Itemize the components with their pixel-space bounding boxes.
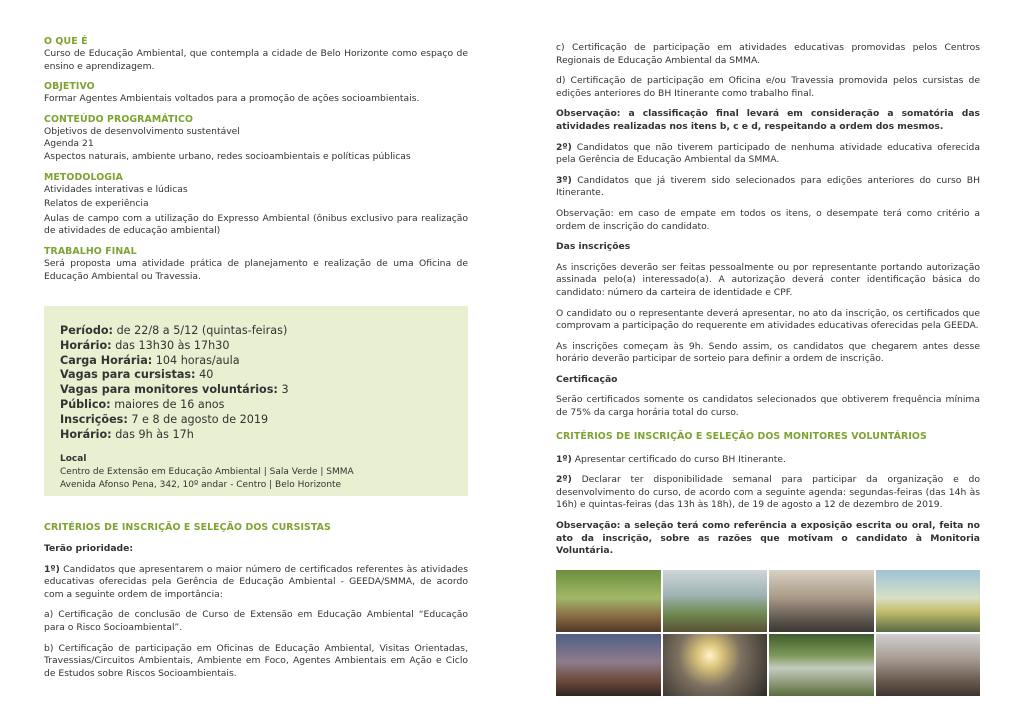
info-monitores: Vagas para monitores voluntários: 3	[60, 383, 289, 397]
local-line: Avenida Afonso Pena, 342, 10º andar - Centro | Belo Horizonte	[60, 479, 342, 490]
section-trabalho-final	[44, 246, 468, 283]
local-label: Local	[60, 454, 87, 465]
criteria-item-c: c) Certificação de participação em atividades educativas promovidas pelos Centros Regionais de Educação Ambiental da SMMA.	[556, 42, 980, 66]
section-objetivo	[44, 81, 468, 106]
photo-collage	[556, 570, 980, 696]
info-vagas: Vagas para cursistas: 40	[60, 368, 214, 382]
info-inscricoes: Inscrições: 7 e 8 de agosto de 2019	[60, 412, 269, 426]
certificacao-paragraph: Serão certificados somente os candidatos selecionados que obtiverem frequência mínima de 75% da carga horária total do curso.	[556, 394, 980, 419]
section-heading: TRABALHO FINAL	[44, 245, 137, 257]
section-text: Objetivos de desenvolvimento sustentável	[44, 125, 240, 137]
monitores-item-1: 1º) Apresentar certificado do curso BH Itinerante.	[556, 453, 786, 465]
criteria-item-a: a) Certificação de conclusão de Curso de Extensão em Educação Ambiental “Educação para o Risco Socioambiental”.	[44, 609, 468, 633]
inscricoes-heading: Das inscrições	[556, 241, 631, 253]
inscricoes-paragraph: O candidato ou o representante deverá apresentar, no ato da inscrição, os certificados que comprovam a participação do requerente em atividades educativas oferecidas pela GEEDA.	[556, 307, 980, 332]
section-text: Aulas de campo com a utilização do Expresso Ambiental (ônibus exclusivo para realização de atividades de educação ambiental)	[44, 212, 468, 237]
course-info-box	[44, 306, 468, 496]
section-heading: O QUE É	[44, 36, 88, 47]
info-horario-inscricoes: Horário: das 9h às 17h	[60, 427, 194, 441]
photo-stream	[769, 634, 874, 696]
criteria-item-1: 1º) Candidatos que apresentarem o maior número de certificados referentes às atividades educativas oferecidas pela Gerência de Educação Ambiental - GEEDA/SMMA, de acordo com a seguinte ordem de importância:	[44, 563, 468, 600]
priority-label: Terão prioridade:	[44, 543, 134, 554]
criteria-item-d: d) Certificação de participação em Oficina e/ou Travessia promovida pelos cursistas de edições anteriores do BH Itinerante como trabalho final.	[556, 75, 980, 99]
local-line: Centro de Extensão em Educação Ambiental | Sala Verde | SMMA	[60, 467, 354, 478]
section-o-que-e	[44, 36, 468, 73]
section-metodologia	[44, 172, 468, 238]
criteria-cursistas	[44, 522, 468, 680]
section-heading: CONTEÚDO PROGRAMÁTICO	[44, 113, 194, 125]
photo-classroom	[769, 570, 874, 632]
observation-3: Observação: a seleção terá como referência a exposição escrita ou oral, feita no ato da inscrição, sobre as razões que motivam o candidato à Monitoria Voluntária.	[556, 520, 980, 557]
section-text: Relatos de experiência	[44, 198, 149, 210]
info-horario: Horário: das 13h30 às 17h30	[60, 338, 230, 352]
photo-group-forest	[556, 570, 661, 632]
right-column	[556, 42, 980, 558]
section-text: Agenda 21	[44, 138, 94, 150]
section-text: Formar Agentes Ambientais voltados para a promoção de ações socioambientais.	[44, 93, 420, 105]
info-carga: Carga Horária: 104 horas/aula	[60, 353, 240, 367]
monitores-item-2: 2º) Declarar ter disponibilidade semanal para participar da organização e do desenvolvimento do curso, de acordo com a seguinte agenda: segundas-feiras (das 14h às 16h) e quintas-feiras (das 13h às 18h), de 19 de agosto a 12 de dezembro de 2019.	[556, 474, 980, 511]
info-publico: Público: maiores de 16 anos	[60, 397, 225, 411]
section-heading: OBJETIVO	[44, 81, 95, 93]
info-local	[60, 453, 460, 491]
criteria-item-2: 2º) Candidatos que não tiverem participado de nenhuma atividade educativa oferecida pela Gerência de Educação Ambiental da SMMA.	[556, 141, 980, 166]
photo-group-outdoors	[556, 634, 661, 696]
criteria-item-b: b) Certificação de participação em Oficinas de Educação Ambiental, Visitas Orientadas, Travessias/Circuitos Ambientais, Ambiente em Foco, Agentes Ambientais em Ação e Ciclo de Estudos sobre Riscos Socioambientais.	[44, 642, 468, 679]
photo-bus-interior	[876, 634, 981, 696]
section-text: Será proposta uma atividade prática de planejamento e realização de uma Oficina de Educação Ambiental ou Travessia.	[44, 257, 468, 282]
inscricoes-paragraph: As inscrições começam às 9h. Sendo assim, os candidatos que chegarem antes desse horário deverão participar de sorteio para definir a ordem de inscrição.	[556, 340, 980, 365]
section-text: Atividades interativas e lúdicas	[44, 183, 188, 195]
section-conteudo	[44, 114, 468, 164]
inscricoes-paragraph: As inscrições deverão ser feitas pessoalmente ou por representante portando autorização assinada pelo(a) interessado(a). A autorização deverá conter identificação básica do candidato: número da carteira de identidade e CPF.	[556, 261, 980, 298]
info-periodo: Período: de 22/8 a 5/12 (quintas-feiras)	[60, 324, 288, 337]
observation-2: Observação: em caso de empate em todos os itens, o desempate terá como critério a ordem de inscrição do candidato.	[556, 207, 980, 232]
photo-sunset-group	[663, 634, 768, 696]
section-text: Curso de Educação Ambiental, que contempla a cidade de Belo Horizonte como espaço de ensino e aprendizagem.	[44, 48, 468, 72]
observation-1: Observação: a classificação final levará em consideração a somatória das atividades realizadas nos itens b, c e d, respeitando a ordem dos mesmos.	[556, 108, 980, 132]
monitores-heading: CRITÉRIOS DE INSCRIÇÃO E SELEÇÃO DOS MONITORES VOLUNTÁRIOS	[556, 430, 927, 442]
certificacao-heading: Certificação	[556, 373, 618, 385]
criteria-item-3: 3º) Candidatos que já tiverem sido selecionados para edições anteriores do curso BH Itinerante.	[556, 174, 981, 199]
section-text: Aspectos naturais, ambiente urbano, redes socioambientais e políticas públicas	[44, 150, 411, 162]
left-column	[44, 36, 468, 291]
photo-field-trip	[663, 570, 768, 632]
criteria-heading: CRITÉRIOS DE INSCRIÇÃO E SELEÇÃO DOS CURSISTAS	[44, 522, 331, 533]
photo-expresso-bus	[876, 570, 981, 632]
section-heading: METODOLOGIA	[44, 171, 123, 183]
